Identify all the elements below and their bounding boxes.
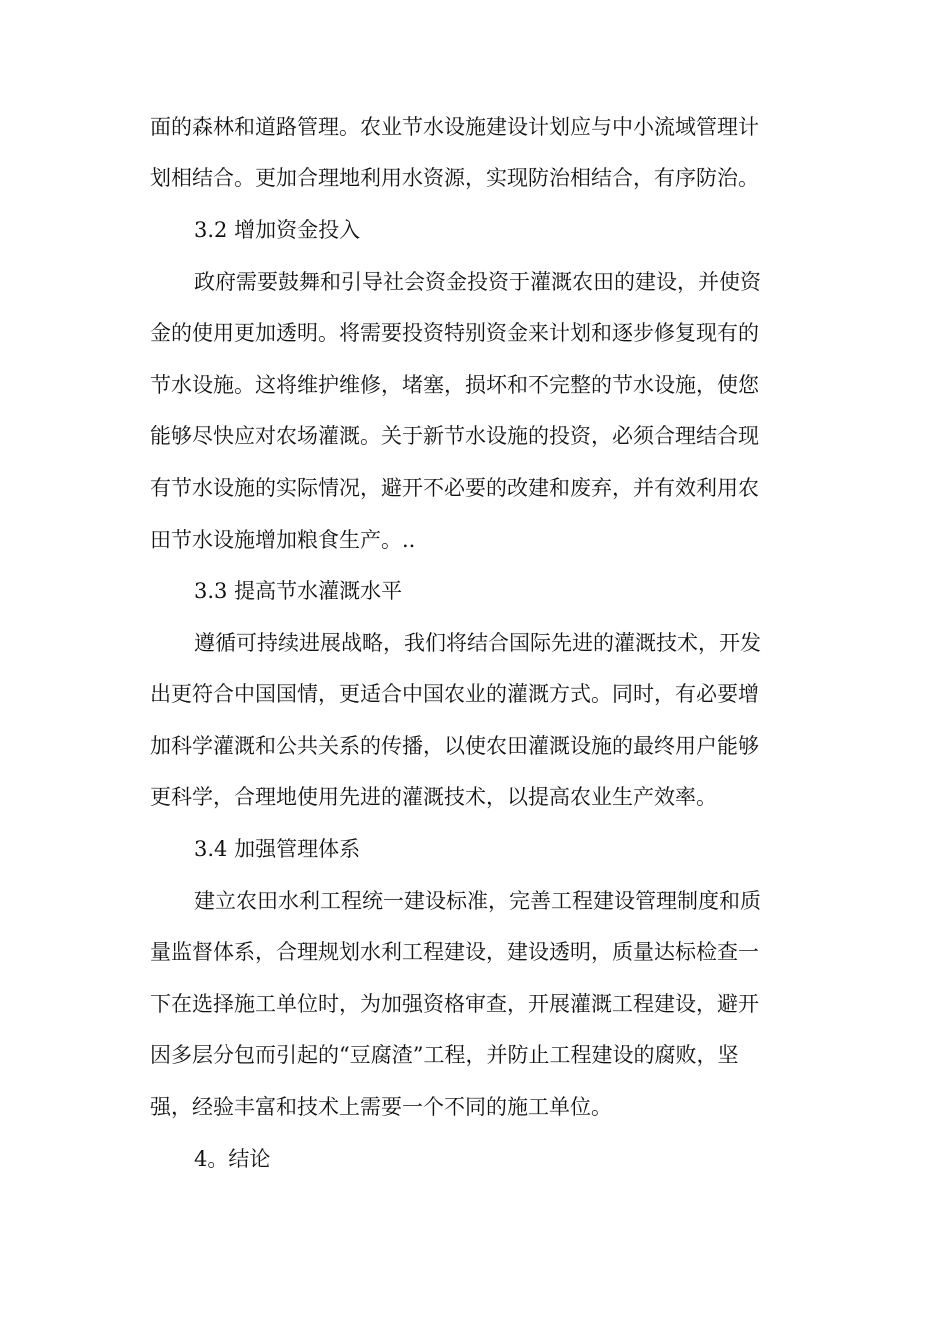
text-line: 更科学，合理地使用先进的灌溉技术，以提高农业生产效率。: [150, 785, 717, 809]
text-line: 政府需要鼓舞和引导社会资金投资于灌溉农田的建设，并使资: [194, 270, 761, 294]
text-line: 金的使用更加透明。将需要投资特别资金来计划和逐步修复现有的: [150, 321, 759, 345]
text-line: 划相结合。更加合理地利用水资源，实现防治相结合，有序防治。: [150, 166, 759, 190]
section-heading: 4。结论: [194, 1147, 271, 1171]
section-heading: 3.4 加强管理体系: [194, 837, 361, 861]
text-line: 下在选择施工单位时，为加强资格审查，开展灌溉工程建设，避开: [150, 992, 759, 1016]
text-line: 面的森林和道路管理。农业节水设施建设计划应与中小流域管理计: [150, 115, 759, 139]
text-line: 有节水设施的实际情况，避开不必要的改建和废弃，并有效利用农: [150, 476, 759, 500]
text-line: 节水设施。这将维护维修，堵塞，损坏和不完整的节水设施，使您: [150, 373, 759, 397]
text-line: 田节水设施增加粮食生产。..: [150, 528, 416, 552]
text-line: 遵循可持续进展战略，我们将结合国际先进的灌溉技术，开发: [194, 631, 761, 655]
text-line: 强，经验丰富和技术上需要一个不同的施工单位。: [150, 1095, 612, 1119]
text-line: 量监督体系，合理规划水利工程建设，建设透明，质量达标检查一: [150, 940, 759, 964]
text-line: 建立农田水利工程统一建设标准，完善工程建设管理制度和质: [194, 889, 761, 913]
text-line: 能够尽快应对农场灌溉。关于新节水设施的投资，必须合理结合现: [150, 424, 759, 448]
text-line: 加科学灌溉和公共关系的传播，以使农田灌溉设施的最终用户能够: [150, 734, 759, 758]
text-line: 出更符合中国国情，更适合中国农业的灌溉方式。同时，有必要增: [150, 682, 759, 706]
section-heading: 3.3 提高节水灌溉水平: [194, 579, 403, 603]
text-line: 因多层分包而引起的“豆腐渣”工程，并防止工程建设的腐败，坚: [150, 1043, 739, 1067]
section-heading: 3.2 增加资金投入: [194, 218, 361, 242]
